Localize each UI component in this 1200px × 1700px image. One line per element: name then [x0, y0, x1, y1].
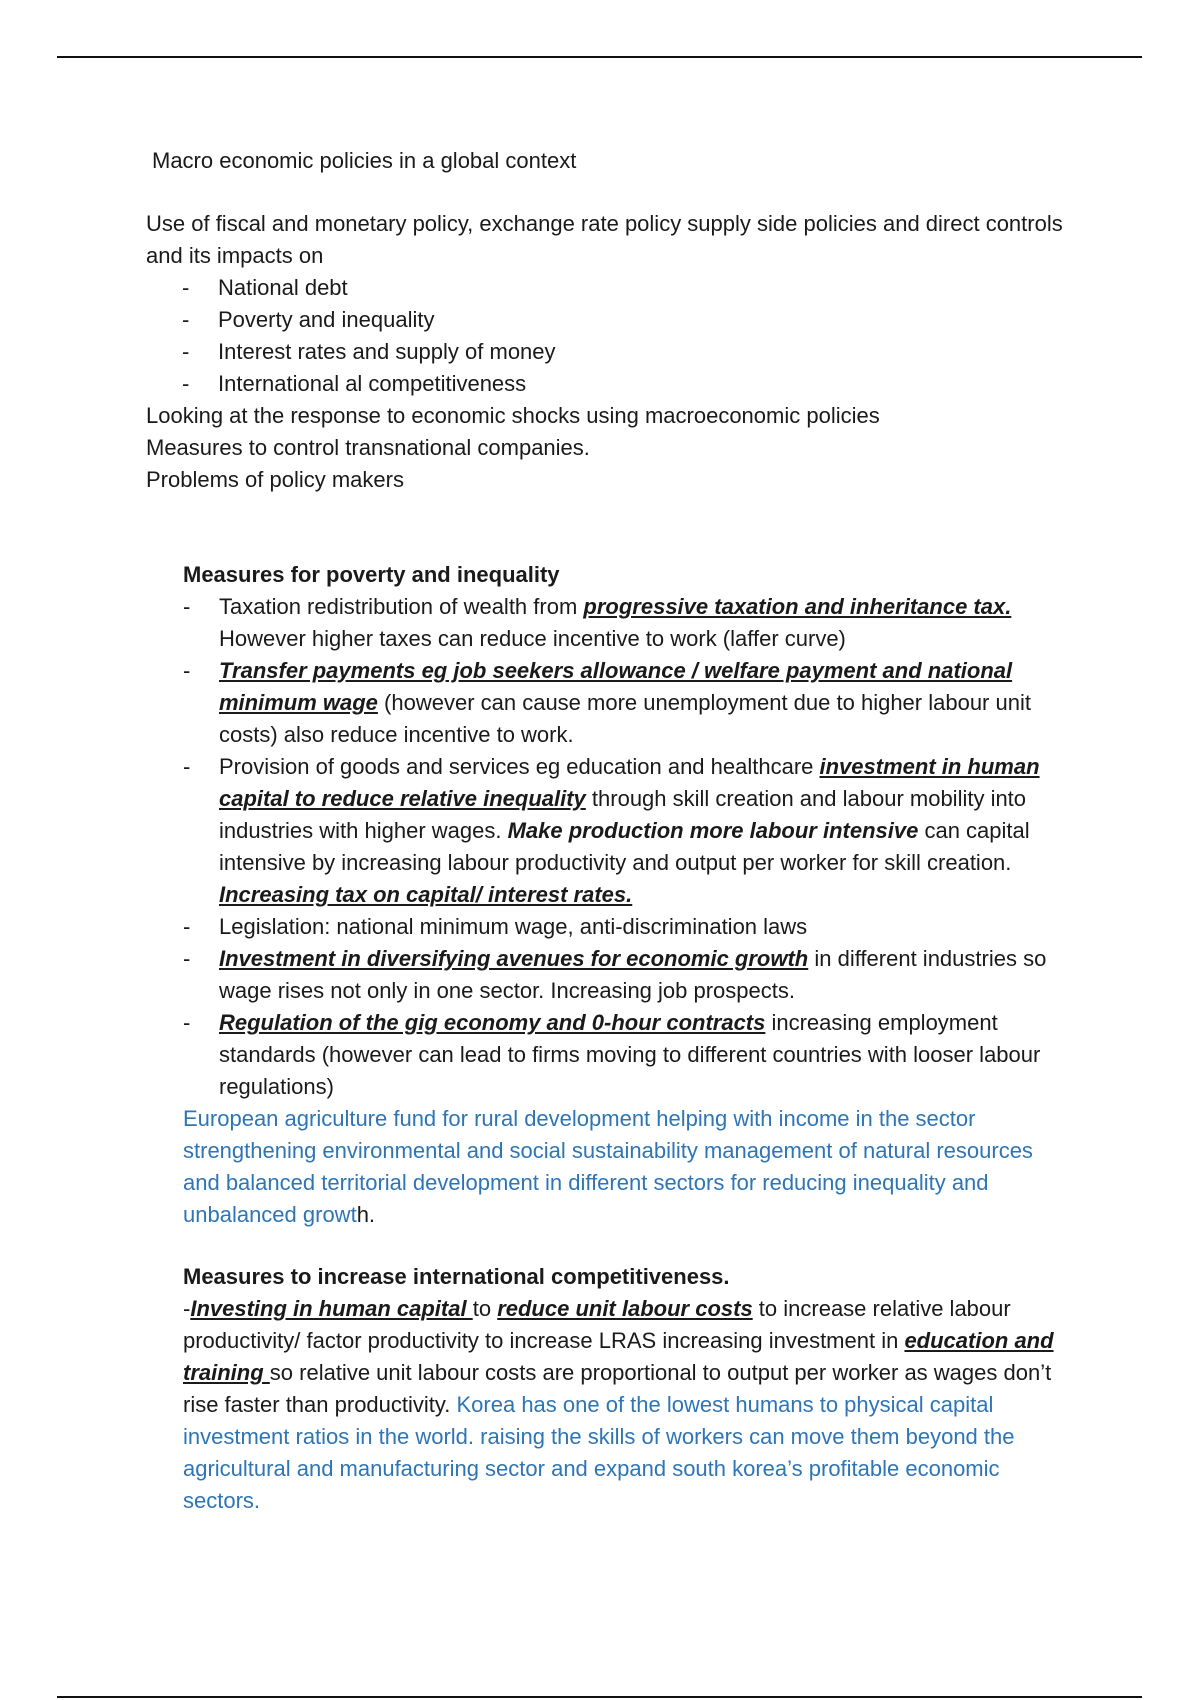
list-item: - Interest rates and supply of money	[182, 336, 1066, 368]
eu-fund-note: European agriculture fund for rural development helping with income in the sector strengthening environmental and social sustainability management of natural resources and balanced territorial development in different sectors for reducing inequality and unbalanced growth.	[183, 1106, 1033, 1227]
list-item: - Taxation redistribution of wealth from progressive taxation and inheritance tax. However higher taxes can reduce incentive to work (laffer curve)	[183, 591, 1066, 655]
competitiveness-heading: Measures to increase international competitiveness.	[183, 1264, 730, 1289]
impacts-list	[146, 272, 1066, 400]
list-item: - International al competitiveness	[182, 368, 1066, 400]
list-item: - Provision of goods and services eg education and healthcare investment in human capital to reduce relative inequality through skill creation and labour mobility into industries with higher wages. Make production more labour intensive can capital intensive by increasing labour productivity and output per worker for skill creation. Increasing tax on capital/ interest rates.	[183, 751, 1066, 911]
competitiveness-section	[146, 1261, 1066, 1517]
list-item: - Legislation: national minimum wage, anti-discrimination laws	[183, 911, 1066, 943]
top-rule	[57, 56, 1142, 58]
list-item: - Regulation of the gig economy and 0-hour contracts increasing employment standards (however can lead to firms moving to different countries with looser labour regulations)	[183, 1007, 1066, 1103]
document-title: Macro economic policies in a global context	[152, 148, 577, 173]
poverty-heading: Measures for poverty and inequality	[183, 562, 560, 587]
document-page	[146, 145, 1066, 1517]
list-item: - Transfer payments eg job seekers allowance / welfare payment and national minimum wage (however can cause more unemployment due to higher labour unit costs) also reduce incentive to work.	[183, 655, 1066, 751]
intro-line: Looking at the response to economic shocks using macroeconomic policies	[146, 403, 880, 428]
poverty-list	[183, 591, 1066, 1103]
bottom-rule	[57, 1696, 1142, 1698]
list-item: - Poverty and inequality	[182, 304, 1066, 336]
intro-paragraph: Use of fiscal and monetary policy, exchange rate policy supply side policies and direct controls and its impacts on	[146, 211, 1063, 268]
poverty-section	[146, 559, 1066, 1231]
list-item: - National debt	[182, 272, 1066, 304]
intro-line: Problems of policy makers	[146, 467, 404, 492]
intro-line: Measures to control transnational companies.	[146, 435, 590, 460]
list-item: - Investment in diversifying avenues for economic growth in different industries so wage rises not only in one sector. Increasing job prospects.	[183, 943, 1066, 1007]
competitiveness-paragraph: -Investing in human capital to reduce unit labour costs to increase relative labour productivity/ factor productivity to increase LRAS increasing investment in education and training so relative unit labour costs are proportional to output per worker as wages don’t rise faster than productivity. Korea has one of the lowest humans to physical capital investment ratios in the world. raising the skills of workers can move them beyond the agricultural and manufacturing sector and expand south korea’s profitable economic sectors.	[183, 1296, 1054, 1513]
